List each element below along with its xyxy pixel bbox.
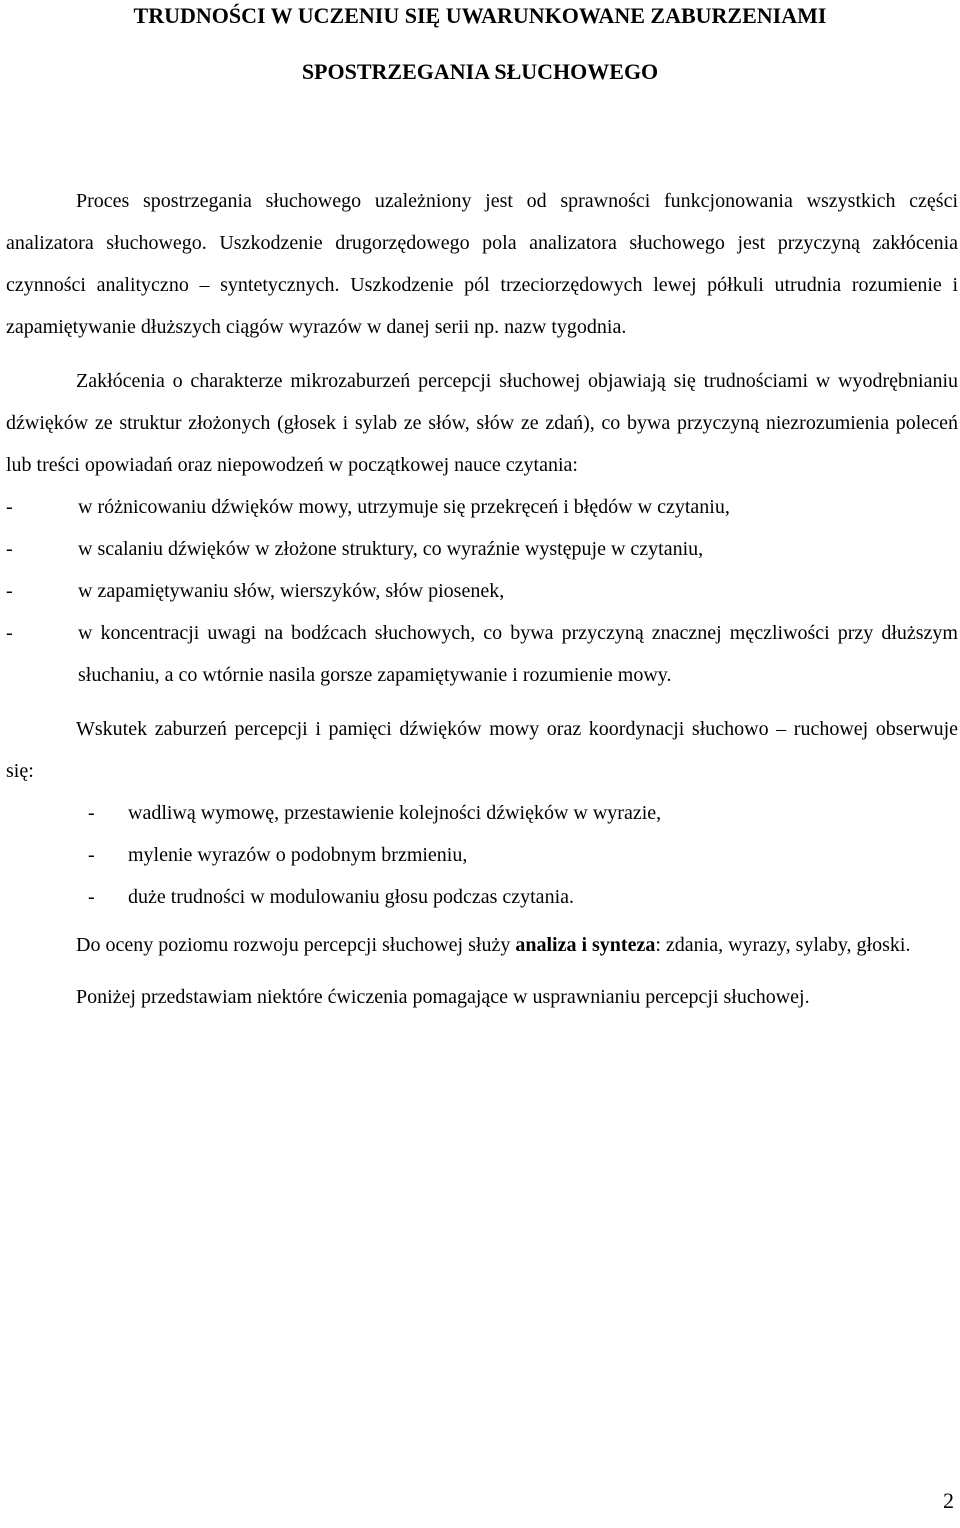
page-number: 2 [943, 1488, 954, 1513]
list-item-text: wadliwą wymowę, przestawienie kolejności dźwięków w wyrazie, [128, 802, 662, 824]
assessment-text-before: Do oceny poziomu rozwoju percepcji słuchowej służy [76, 934, 516, 956]
list-item [6, 834, 958, 876]
list-item-text: mylenie wyrazów o podobnym brzmieniu, [128, 844, 468, 866]
difficulties-list [6, 486, 958, 696]
document-body [6, 180, 958, 1018]
list-item-text: w koncentracji uwagi na bodźcach słuchowych, co bywa przyczyną znacznej męczliwości przy dłuższym słuchaniu, a co wtórnie nasila gorsze zapamiętywanie i rozumienie mowy. [78, 622, 958, 686]
paragraph-auditory-perception-intro: Proces spostrzegania słuchowego uzależniony jest od sprawności funkcjonowania wszystkich części analizatora słuchowego. Uszkodzenie drugorzędowego pola analizatora słuchowego jest przyczyną zakłócenia czynności analityczno – syntetycznych. Uszkodzenie pól trzeciorzędowych lewej półkuli utrudnia rozumienie i zapamiętywanie dłuższych ciągów wyrazów w danej serii np. nazw tygodnia. [6, 190, 958, 338]
list-item-text: duże trudności w modulowaniu głosu podczas czytania. [128, 886, 574, 908]
document-title-line-2: SPOSTRZEGANIA SŁUCHOWEGO [301, 59, 659, 84]
dash-bullet: - [88, 844, 95, 866]
list-item [6, 486, 958, 528]
list-item-text: w zapamiętywaniu słów, wierszyków, słów piosenek, [78, 580, 505, 602]
observations-list [6, 792, 958, 918]
dash-bullet: - [88, 886, 95, 908]
list-item [6, 612, 958, 696]
list-item [6, 570, 958, 612]
list-item [6, 876, 958, 918]
list-item [6, 528, 958, 570]
list-item-text: w różnicowaniu dźwięków mowy, utrzymuje się przekręceń i błędów w czytaniu, [78, 496, 730, 518]
paragraph-exercises-intro: Poniżej przedstawiam niektóre ćwiczenia pomagające w usprawnianiu percepcji słuchowej. [76, 986, 810, 1008]
dash-bullet: - [6, 496, 13, 518]
paragraph-assessment [6, 924, 958, 966]
list-item [6, 792, 958, 834]
dash-bullet: - [6, 580, 13, 602]
list-item-text: w scalaniu dźwięków w złożone struktury, co wyraźnie występuje w czytaniu, [78, 538, 704, 560]
dash-bullet: - [88, 802, 95, 824]
paragraph-consequences: Wskutek zaburzeń percepcji i pamięci dźwięków mowy oraz koordynacji słuchowo – ruchowej obserwuje się: [6, 718, 958, 782]
assessment-text-after: : zdania, wyrazy, sylaby, głoski. [655, 934, 911, 956]
document-title-line-1: TRUDNOŚCI W UCZENIU SIĘ UWARUNKOWANE ZABURZENIAMI [133, 3, 827, 28]
dash-bullet: - [6, 538, 13, 560]
paragraph-microdisorders: Zakłócenia o charakterze mikrozaburzeń percepcji słuchowej objawiają się trudnościami w wyodrębnianiu dźwięków ze struktur złożonych (głosek i sylab ze słów, słów ze zdań), co bywa przyczyną niezrozumienia poleceń lub treści opowiadań oraz niepowodzeń w początkowej nauce czytania: [6, 370, 958, 476]
dash-bullet: - [6, 622, 13, 644]
assessment-text-bold: analiza i synteza [515, 934, 656, 956]
